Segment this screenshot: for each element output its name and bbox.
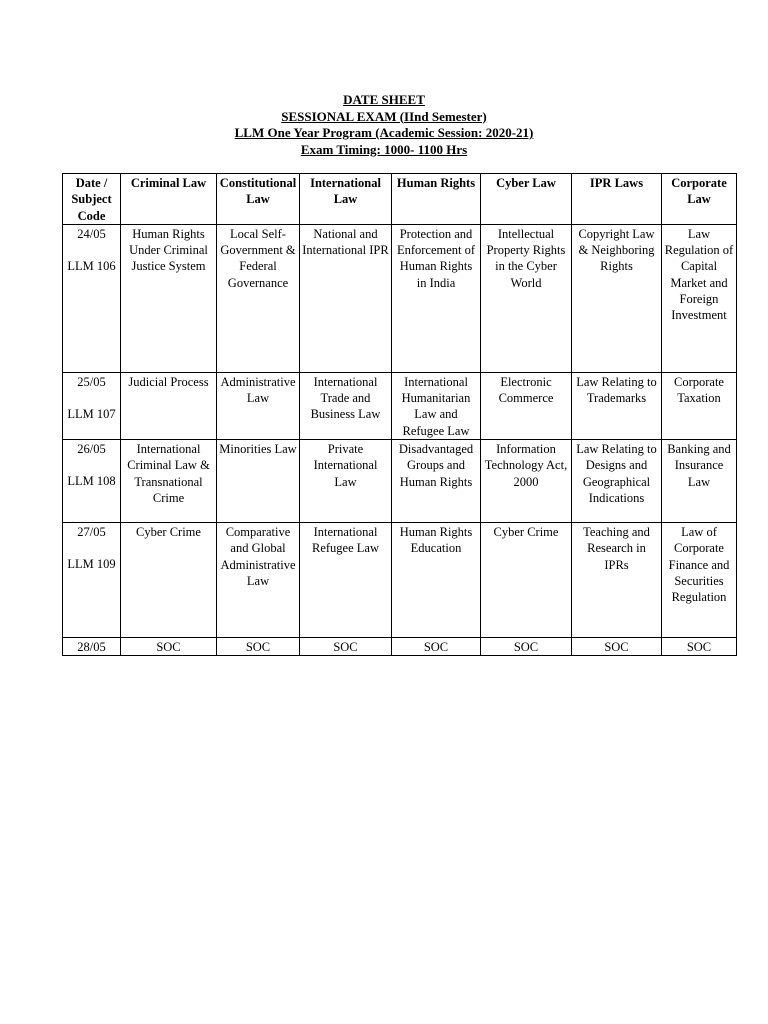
subject-cell: SOC: [481, 638, 572, 656]
subject-cell: SOC: [662, 638, 737, 656]
heading-title: DATE SHEET: [343, 92, 425, 107]
date-code-cell: [63, 224, 121, 372]
subject-cell: Administrative Law: [217, 372, 300, 439]
subject-code: LLM 107: [67, 407, 116, 422]
subject-cell: Law of Corporate Finance and Securities Regulation: [662, 523, 737, 638]
subject-cell: International Trade and Business Law: [300, 372, 392, 439]
subject-cell: Human Rights Under Criminal Justice System: [121, 224, 217, 372]
subject-cell: Corporate Taxation: [662, 372, 737, 439]
header-constitutional-law: Constitutional Law: [217, 174, 300, 225]
subject-cell: SOC: [300, 638, 392, 656]
date-code-cell: [63, 372, 121, 439]
subject-cell: International Humanitarian Law and Refugee Law: [392, 372, 481, 439]
subject-cell: Banking and Insurance Law: [662, 440, 737, 523]
heading-program: LLM One Year Program (Academic Session: 2020-21): [234, 125, 534, 140]
exam-date: 28/05: [77, 640, 106, 655]
header-date-subject-code: Date / Subject Code: [63, 174, 121, 225]
date-sheet-heading: [0, 92, 768, 158]
header-international-law: International Law: [300, 174, 392, 225]
subject-cell: Private International Law: [300, 440, 392, 523]
subject-cell: Electronic Commerce: [481, 372, 572, 439]
date-sheet-table: [62, 173, 737, 656]
subject-cell: Law Regulation of Capital Market and Foreign Investment: [662, 224, 737, 372]
subject-cell: SOC: [121, 638, 217, 656]
subject-cell: SOC: [392, 638, 481, 656]
subject-code: LLM 108: [67, 474, 116, 489]
subject-code: LLM 109: [67, 557, 116, 572]
subject-cell: Human Rights Education: [392, 523, 481, 638]
table-row: [63, 523, 737, 638]
heading-timing: Exam Timing: 1000- 1100 Hrs: [300, 141, 468, 157]
date-code-cell: [63, 523, 121, 638]
subject-cell: Protection and Enforcement of Human Rights in India: [392, 224, 481, 372]
table-header-row: [63, 174, 737, 225]
subject-cell: Information Technology Act, 2000: [481, 440, 572, 523]
subject-cell: Local Self-Government & Federal Governance: [217, 224, 300, 372]
exam-date: 24/05: [77, 226, 106, 241]
subject-cell: National and International IPR: [300, 224, 392, 372]
header-human-rights: Human Rights: [392, 174, 481, 225]
table-row: [63, 224, 737, 372]
exam-date: 26/05: [77, 442, 106, 457]
subject-cell: SOC: [217, 638, 300, 656]
date-code-cell: [63, 440, 121, 523]
subject-cell: Disadvantaged Groups and Human Rights: [392, 440, 481, 523]
date-code-cell: [63, 638, 121, 656]
subject-cell: Minorities Law: [217, 440, 300, 523]
exam-date: 25/05: [77, 374, 106, 389]
subject-cell: Intellectual Property Rights in the Cyber World: [481, 224, 572, 372]
subject-cell: Cyber Crime: [121, 523, 217, 638]
heading-exam: SESSIONAL EXAM (IInd Semester): [281, 108, 487, 124]
subject-cell: Law Relating to Designs and Geographical Indications: [572, 440, 662, 523]
header-corporate-law: Corporate Law: [662, 174, 737, 225]
header-cyber-law: Cyber Law: [481, 174, 572, 225]
subject-cell: International Refugee Law: [300, 523, 392, 638]
subject-cell: Copyright Law & Neighboring Rights: [572, 224, 662, 372]
table-row: [63, 372, 737, 439]
header-criminal-law: Criminal Law: [121, 174, 217, 225]
header-ipr-laws: IPR Laws: [572, 174, 662, 225]
subject-cell: Teaching and Research in IPRs: [572, 523, 662, 638]
subject-cell: International Criminal Law & Transnational Crime: [121, 440, 217, 523]
subject-cell: Law Relating to Trademarks: [572, 372, 662, 439]
table-row: [63, 638, 737, 656]
subject-cell: Cyber Crime: [481, 523, 572, 638]
table-row: [63, 440, 737, 523]
subject-cell: Judicial Process: [121, 372, 217, 439]
subject-code: LLM 106: [67, 259, 116, 274]
subject-cell: SOC: [572, 638, 662, 656]
subject-cell: Comparative and Global Administrative Law: [217, 523, 300, 638]
exam-date: 27/05: [77, 525, 106, 540]
